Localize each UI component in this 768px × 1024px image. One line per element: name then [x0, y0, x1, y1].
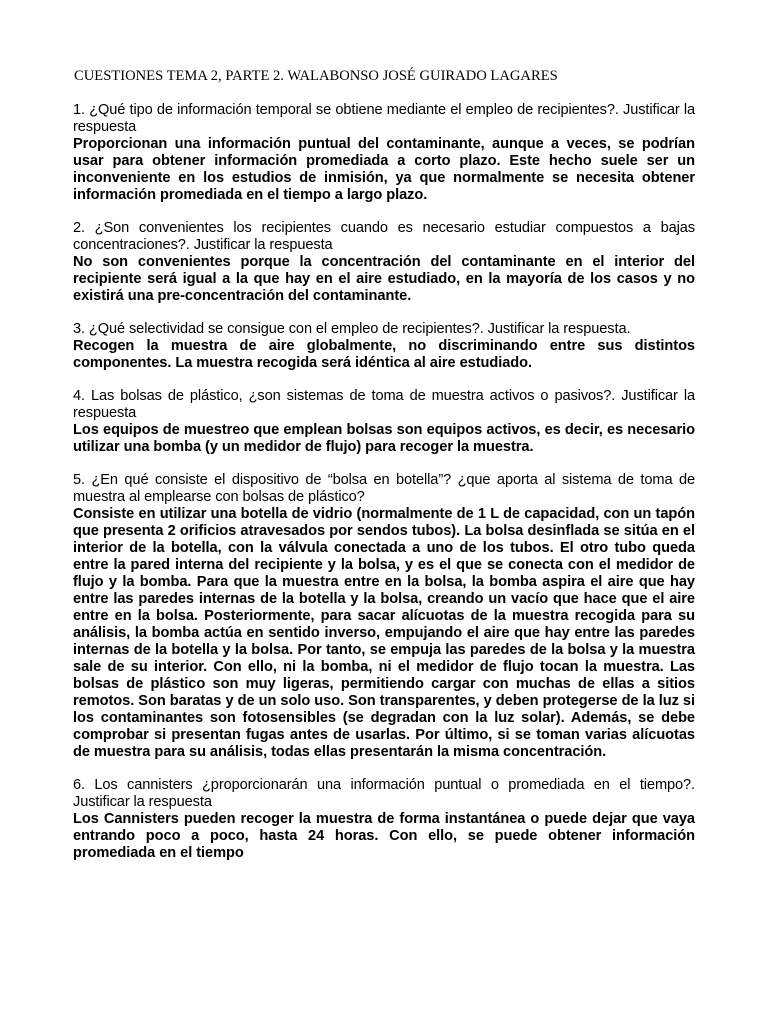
question-text: 4. Las bolsas de plástico, ¿son sistemas de toma de muestra activos o pasivos?. Justificar la respuesta — [73, 388, 695, 421]
question-text: 6. Los cannisters ¿proporcionarán una información puntual o promediada en el tiempo?. Justificar la respuesta — [73, 777, 695, 810]
question-text: 2. ¿Son convenientes los recipientes cuando es necesario estudiar compuestos a bajas concentraciones?. Justificar la respuesta — [73, 220, 695, 253]
answer-text: Los Cannisters pueden recoger la muestra de forma instantánea o puede dejar que vaya entrando poco a poco, hasta 24 horas. Con ello, se puede obtener información promediada en el tiempo — [73, 811, 695, 861]
question-item-6 — [73, 777, 695, 862]
question-item-2 — [73, 220, 695, 305]
answer-text: No son convenientes porque la concentración del contaminante en el interior del recipiente será igual a la que hay en el aire estudiado, en la mayoría de los casos y no existirá una pre-concentración del contaminante. — [73, 254, 695, 304]
document-title: CUESTIONES TEMA 2, PARTE 2. WALABONSO JOSÉ GUIRADO LAGARES — [74, 68, 558, 84]
answer-text: Recogen la muestra de aire globalmente, no discriminando entre sus distintos componentes. La muestra recogida será idéntica al aire estudiado. — [73, 338, 695, 371]
answer-text: Proporcionan una información puntual del contaminante, aunque a veces, se podrían usar para obtener información promediada a corto plazo. Este hecho suele ser un inconveniente en los estudios de inmisión, ya que normalmente se necesita obtener información promediada en el tiempo a largo plazo. — [73, 136, 695, 203]
question-text: 5. ¿En qué consiste el dispositivo de “bolsa en botella”? ¿que aporta al sistema de toma de muestra al emplearse con bolsas de plástico? — [73, 472, 695, 505]
answer-text: Consiste en utilizar una botella de vidrio (normalmente de 1 L de capacidad, con un tapón que presenta 2 orificios atravesados por sendos tubos). La bolsa desinflada se sitúa en el interior de la botella, con la válvula conectada a uno de los tubos. El otro tubo queda entre la pared interna del recipiente y la bolsa, y es el que se conecta con el medidor de flujo y la bomba. Para que la muestra entre en la bolsa, la bomba aspira el aire que hay entre las paredes internas de la botella y la bolsa, creando un vacío que hace que el aire entre en la bolsa. Posteriormente, para sacar alícuotas de la muestra recogida para su análisis, la bomba actúa en sentido inverso, empujando el aire que hay entre las paredes internas de la botella y la bolsa. Por tanto, se empuja las paredes de la bolsa y la muestra sale de su interior. Con ello, ni la bomba, ni el medidor de flujo tocan la muestra. Las bolsas de plástico son muy ligeras, permitiendo cargar con muchas de ellas a sitios remotos. Son baratas y de un solo uso. Son transparentes, y deben protegerse de la luz si los contaminantes son fotosensibles (se degradan con la luz solar). Además, se debe comprobar si presentan fugas antes de usarlas. Por último, si se toman varias alícuotas de muestra para su análisis, todas ellas presentarán la misma concentración. — [73, 506, 695, 760]
question-text: 1. ¿Qué tipo de información temporal se obtiene mediante el empleo de recipientes?. Justificar la respuesta — [73, 102, 695, 135]
question-list — [73, 102, 695, 878]
question-text: 3. ¿Qué selectividad se consigue con el empleo de recipientes?. Justificar la respuesta. — [73, 321, 631, 337]
question-item-1 — [73, 102, 695, 204]
question-item-4 — [73, 388, 695, 456]
answer-text: Los equipos de muestreo que emplean bolsas son equipos activos, es decir, es necesario utilizar una bomba (y un medidor de flujo) para recoger la muestra. — [73, 422, 695, 455]
question-item-5 — [73, 472, 695, 761]
question-item-3 — [73, 321, 695, 372]
